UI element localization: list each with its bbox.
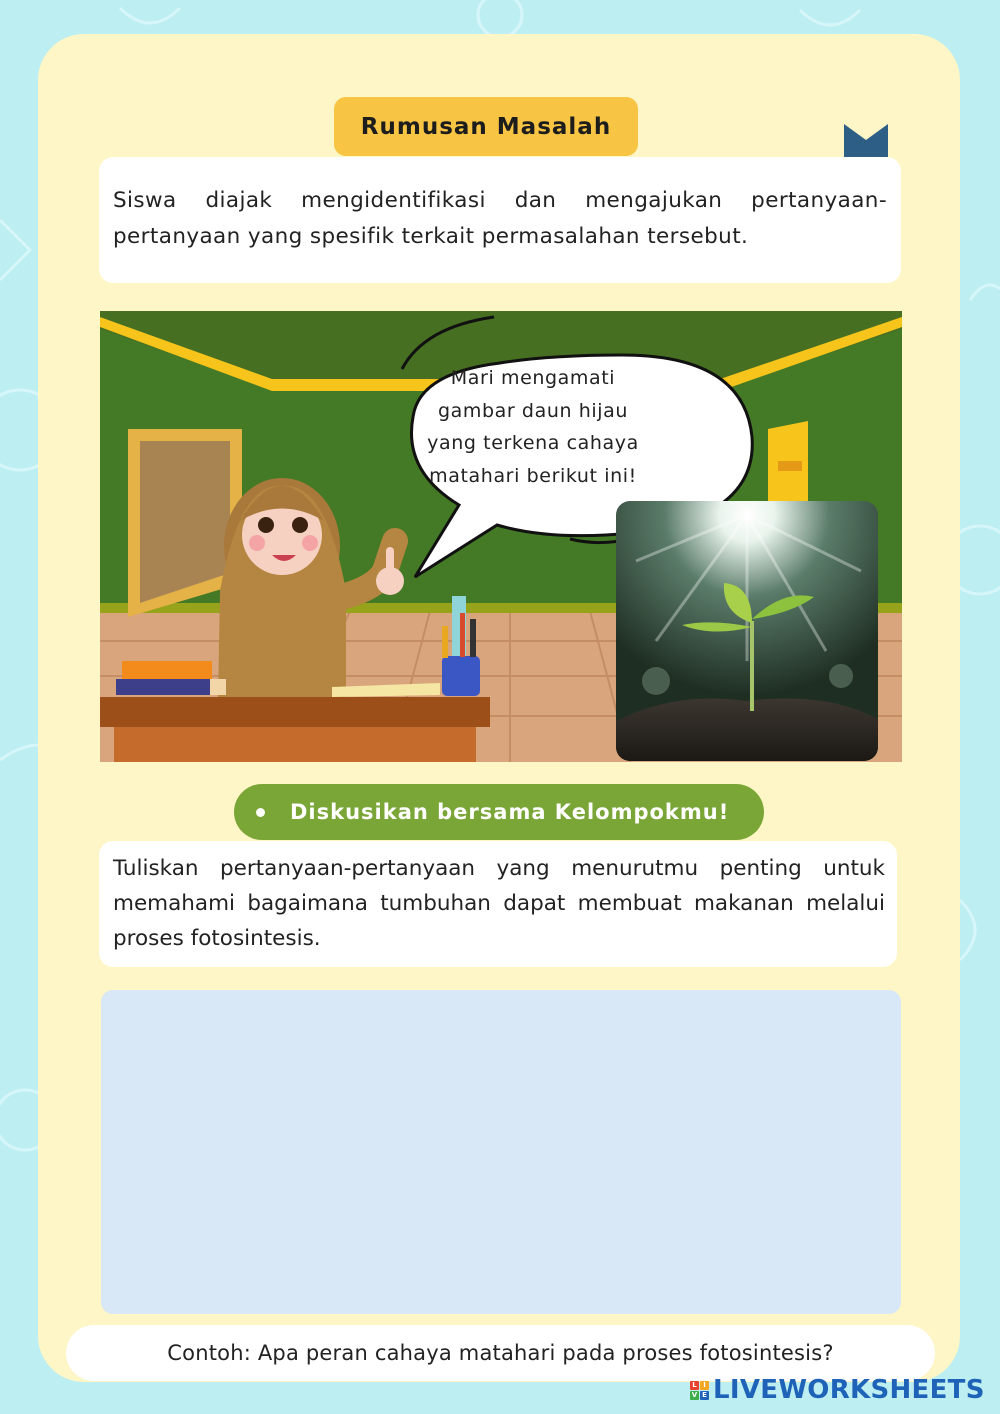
speech-line: Mari mengamati bbox=[450, 367, 616, 389]
liveworksheets-wordmark: LIVEWORKSHEETS bbox=[713, 1375, 985, 1405]
speech-bubble-text bbox=[410, 362, 656, 492]
intro-text: Siswa diajak mengidentifikasi dan mengajukan pertanyaan-pertanyaan yang spesifik terkait permasalahan tersebut. bbox=[99, 157, 901, 283]
discussion-banner bbox=[234, 784, 764, 840]
answer-input[interactable] bbox=[101, 990, 901, 1314]
logo-letter: V bbox=[691, 1390, 698, 1399]
speech-line: matahari berikut ini! bbox=[429, 464, 637, 487]
bullet-dot-icon bbox=[256, 808, 265, 817]
liveworksheets-watermark bbox=[690, 1374, 985, 1406]
task-instruction: Tuliskan pertanyaan-pertanyaan yang menurutmu penting untuk memahami bagaimana tumbuhan dapat membuat makanan melalui proses fotosintesis. bbox=[99, 841, 897, 967]
logo-letter: L bbox=[690, 1381, 699, 1390]
bookmark-icon bbox=[844, 124, 888, 160]
speech-line: gambar daun hijau bbox=[437, 399, 629, 422]
seedling-photo bbox=[616, 501, 878, 761]
example-question: Contoh: Apa peran cahaya matahari pada proses fotosintesis? bbox=[66, 1325, 935, 1381]
logo-letter: E bbox=[700, 1391, 709, 1400]
section-title: Rumusan Masalah bbox=[334, 97, 638, 156]
liveworksheets-logo-icon bbox=[690, 1381, 709, 1400]
logo-letter: I bbox=[700, 1381, 709, 1390]
speech-line: yang terkena cahaya bbox=[427, 432, 639, 454]
discussion-label: Diskusikan bersama Kelompokmu! bbox=[290, 800, 730, 824]
